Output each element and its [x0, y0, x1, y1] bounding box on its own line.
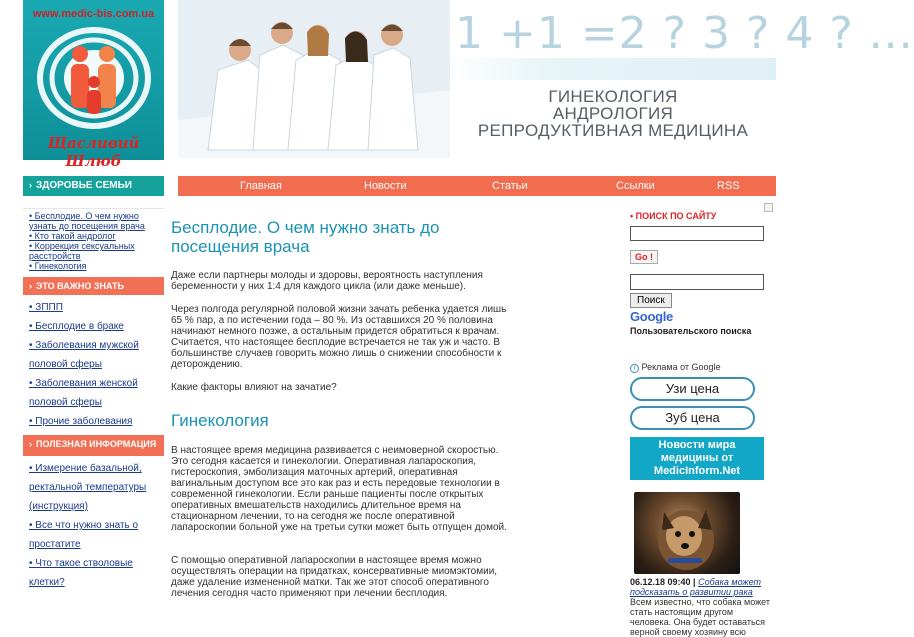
nav-articles[interactable]: Статьи	[492, 180, 528, 192]
left-sidebar	[23, 208, 164, 592]
section-title-gynecology: Гинекология	[171, 411, 269, 430]
formula-banner: 1 +1 =2 ? 3 ? 4 ? ...	[455, 8, 914, 59]
family-health-bar	[23, 176, 164, 196]
ad-ultrasound-price[interactable]: Узи цена	[630, 377, 755, 401]
main-content	[171, 208, 516, 599]
family-logo-icon	[35, 20, 153, 130]
side-link-stds[interactable]: • ЗППП	[29, 302, 63, 313]
news-header[interactable]: Новости мира медицины от MedicInform.Net	[630, 437, 764, 480]
news-text: Всем известно, что собака может стать настоящим другом человека. Она будет оставаться верной своему хозяину всю	[630, 597, 770, 637]
arrow-icon: ›	[29, 281, 32, 291]
nav-links[interactable]: Ссылки	[616, 180, 655, 192]
important-list	[23, 298, 164, 431]
nav-rss[interactable]: RSS	[717, 180, 740, 192]
article-paragraph: Даже если партнеры молоды и здоровы, вероятность наступления беременности у них 1:4 для каждого цикла (или даже меньше).	[171, 270, 483, 292]
headline-andrology: АНДРОЛОГИЯ	[552, 104, 674, 123]
main-nav	[178, 176, 776, 196]
google-logo	[630, 309, 770, 324]
article-title: Бесплодие. О чем нужно знать до посещения врача	[171, 218, 440, 256]
google-custom-search-label: Пользовательского поиска	[630, 326, 752, 336]
important-section-title: ЭТО ВАЖНО ЗНАТЬ	[36, 281, 125, 291]
google-logo-text: Google	[630, 309, 673, 324]
side-link-prostatitis[interactable]: • Все что нужно знать о простатите	[29, 520, 139, 550]
side-link-male-diseases[interactable]: • Заболевания мужской половой сферы	[29, 340, 139, 370]
news-photo-dog[interactable]	[634, 492, 740, 574]
quick-link-andrologist[interactable]: • Кто такой андролог	[29, 231, 116, 241]
formula-band	[450, 58, 776, 80]
family-health-label: ЗДОРОВЬЕ СЕМЬИ	[36, 180, 132, 191]
side-link-other-diseases[interactable]: • Прочие заболевания	[29, 416, 133, 427]
google-search-button[interactable]: Поиск	[630, 293, 672, 308]
side-link-female-diseases[interactable]: • Заболевания женской половой сферы	[29, 378, 138, 408]
side-link-basal-temperature[interactable]: • Измерение базальной, ректальной температуры (инструкция)	[29, 463, 147, 512]
useful-list	[23, 459, 164, 592]
site-search-input[interactable]	[630, 226, 764, 241]
headline-gynecology: ГИНЕКОЛОГИЯ	[548, 87, 678, 106]
news-date: 06.12.18 09:40 |	[630, 577, 696, 587]
quick-link-gynecology[interactable]: • Гинекология	[29, 261, 87, 271]
quick-link-infertility[interactable]: • Бесплодие. О чем нужно узнать до посещения врача	[29, 211, 145, 231]
ad-tooth-price[interactable]: Зуб цена	[630, 406, 755, 430]
site-logo[interactable]	[23, 0, 164, 170]
article-paragraph: С помощью оперативной лапароскопии в настоящее время можно осуществлять операции на придатках, консервативные миомэктомии, даже удаление измененной матки. Так же этот способ оперативного лечения сегодня часто применяют при лечении бесплодия.	[171, 555, 498, 599]
quick-link-correction[interactable]: • Коррекция сексуальных расстройств	[29, 241, 135, 261]
side-link-infertility-marriage[interactable]: • Бесплодие в браке	[29, 321, 124, 332]
article-paragraph: В настоящее время медицина развивается с неимоверной скоростью. Это сегодня касается и гинекологии. Оперативная лапароскопия, гистероскопия, эмболизация маточных артерий, оперативная вагинальным доступом все это как раз и есть передовые технологии в современной гинекологии. Если раньше пациенты после открытых оперативных вмешательств находились длительное время на стационарном лечении, то на сегодня же после оперативной лапароскопии больной уже на третьи сутки может быть отпущен домой.	[171, 445, 507, 533]
nav-home[interactable]: Главная	[240, 180, 282, 192]
quick-links	[23, 208, 164, 271]
site-search-title: • ПОИСК ПО САЙТУ	[630, 211, 717, 221]
ads-title-text: Реклама от Google	[641, 362, 721, 372]
site-headline	[450, 88, 776, 139]
logo-text: Щасливий Шлюб	[47, 134, 140, 170]
nav-news[interactable]: Новости	[364, 180, 407, 192]
headline-reproductive: РЕПРОДУКТИВНАЯ МЕДИЦИНА	[477, 121, 749, 140]
side-link-stem-cells[interactable]: • Что такое стволовые клетки?	[29, 558, 133, 588]
right-sidebar	[630, 205, 770, 637]
arrow-icon: ›	[29, 439, 32, 449]
arrow-icon: ›	[29, 180, 32, 190]
go-button[interactable]: Go !	[630, 250, 658, 264]
info-icon: i	[630, 364, 639, 373]
google-search-input[interactable]	[630, 274, 764, 290]
news-headline-link[interactable]: Собака может подсказать о развитии рака	[630, 577, 761, 597]
article-paragraph: Какие факторы влияют на зачатие?	[171, 382, 337, 393]
important-section-header	[23, 277, 164, 295]
ads-title[interactable]	[630, 362, 770, 373]
useful-section-header	[23, 435, 164, 456]
article-paragraph: Через полгода регулярной половой жизни зачать ребенка удается лишь 65 % пар, а по истечении года – 80 %. Из оставшихся 20 % половина начинают немного позже, а остальным придется обратиться к врачам. Считается, что настоящее бесплодие встречается не так уж и часто. В большинстве случаев говорить можно лишь о снижении способности к деторождению.	[171, 304, 507, 370]
site-url-link[interactable]: www.medic-bis.com.ua	[32, 8, 155, 20]
doctors-photo	[178, 0, 450, 158]
useful-section-title: ПОЛЕЗНАЯ ИНФОРМАЦИЯ	[36, 439, 157, 449]
news-item	[630, 577, 770, 597]
